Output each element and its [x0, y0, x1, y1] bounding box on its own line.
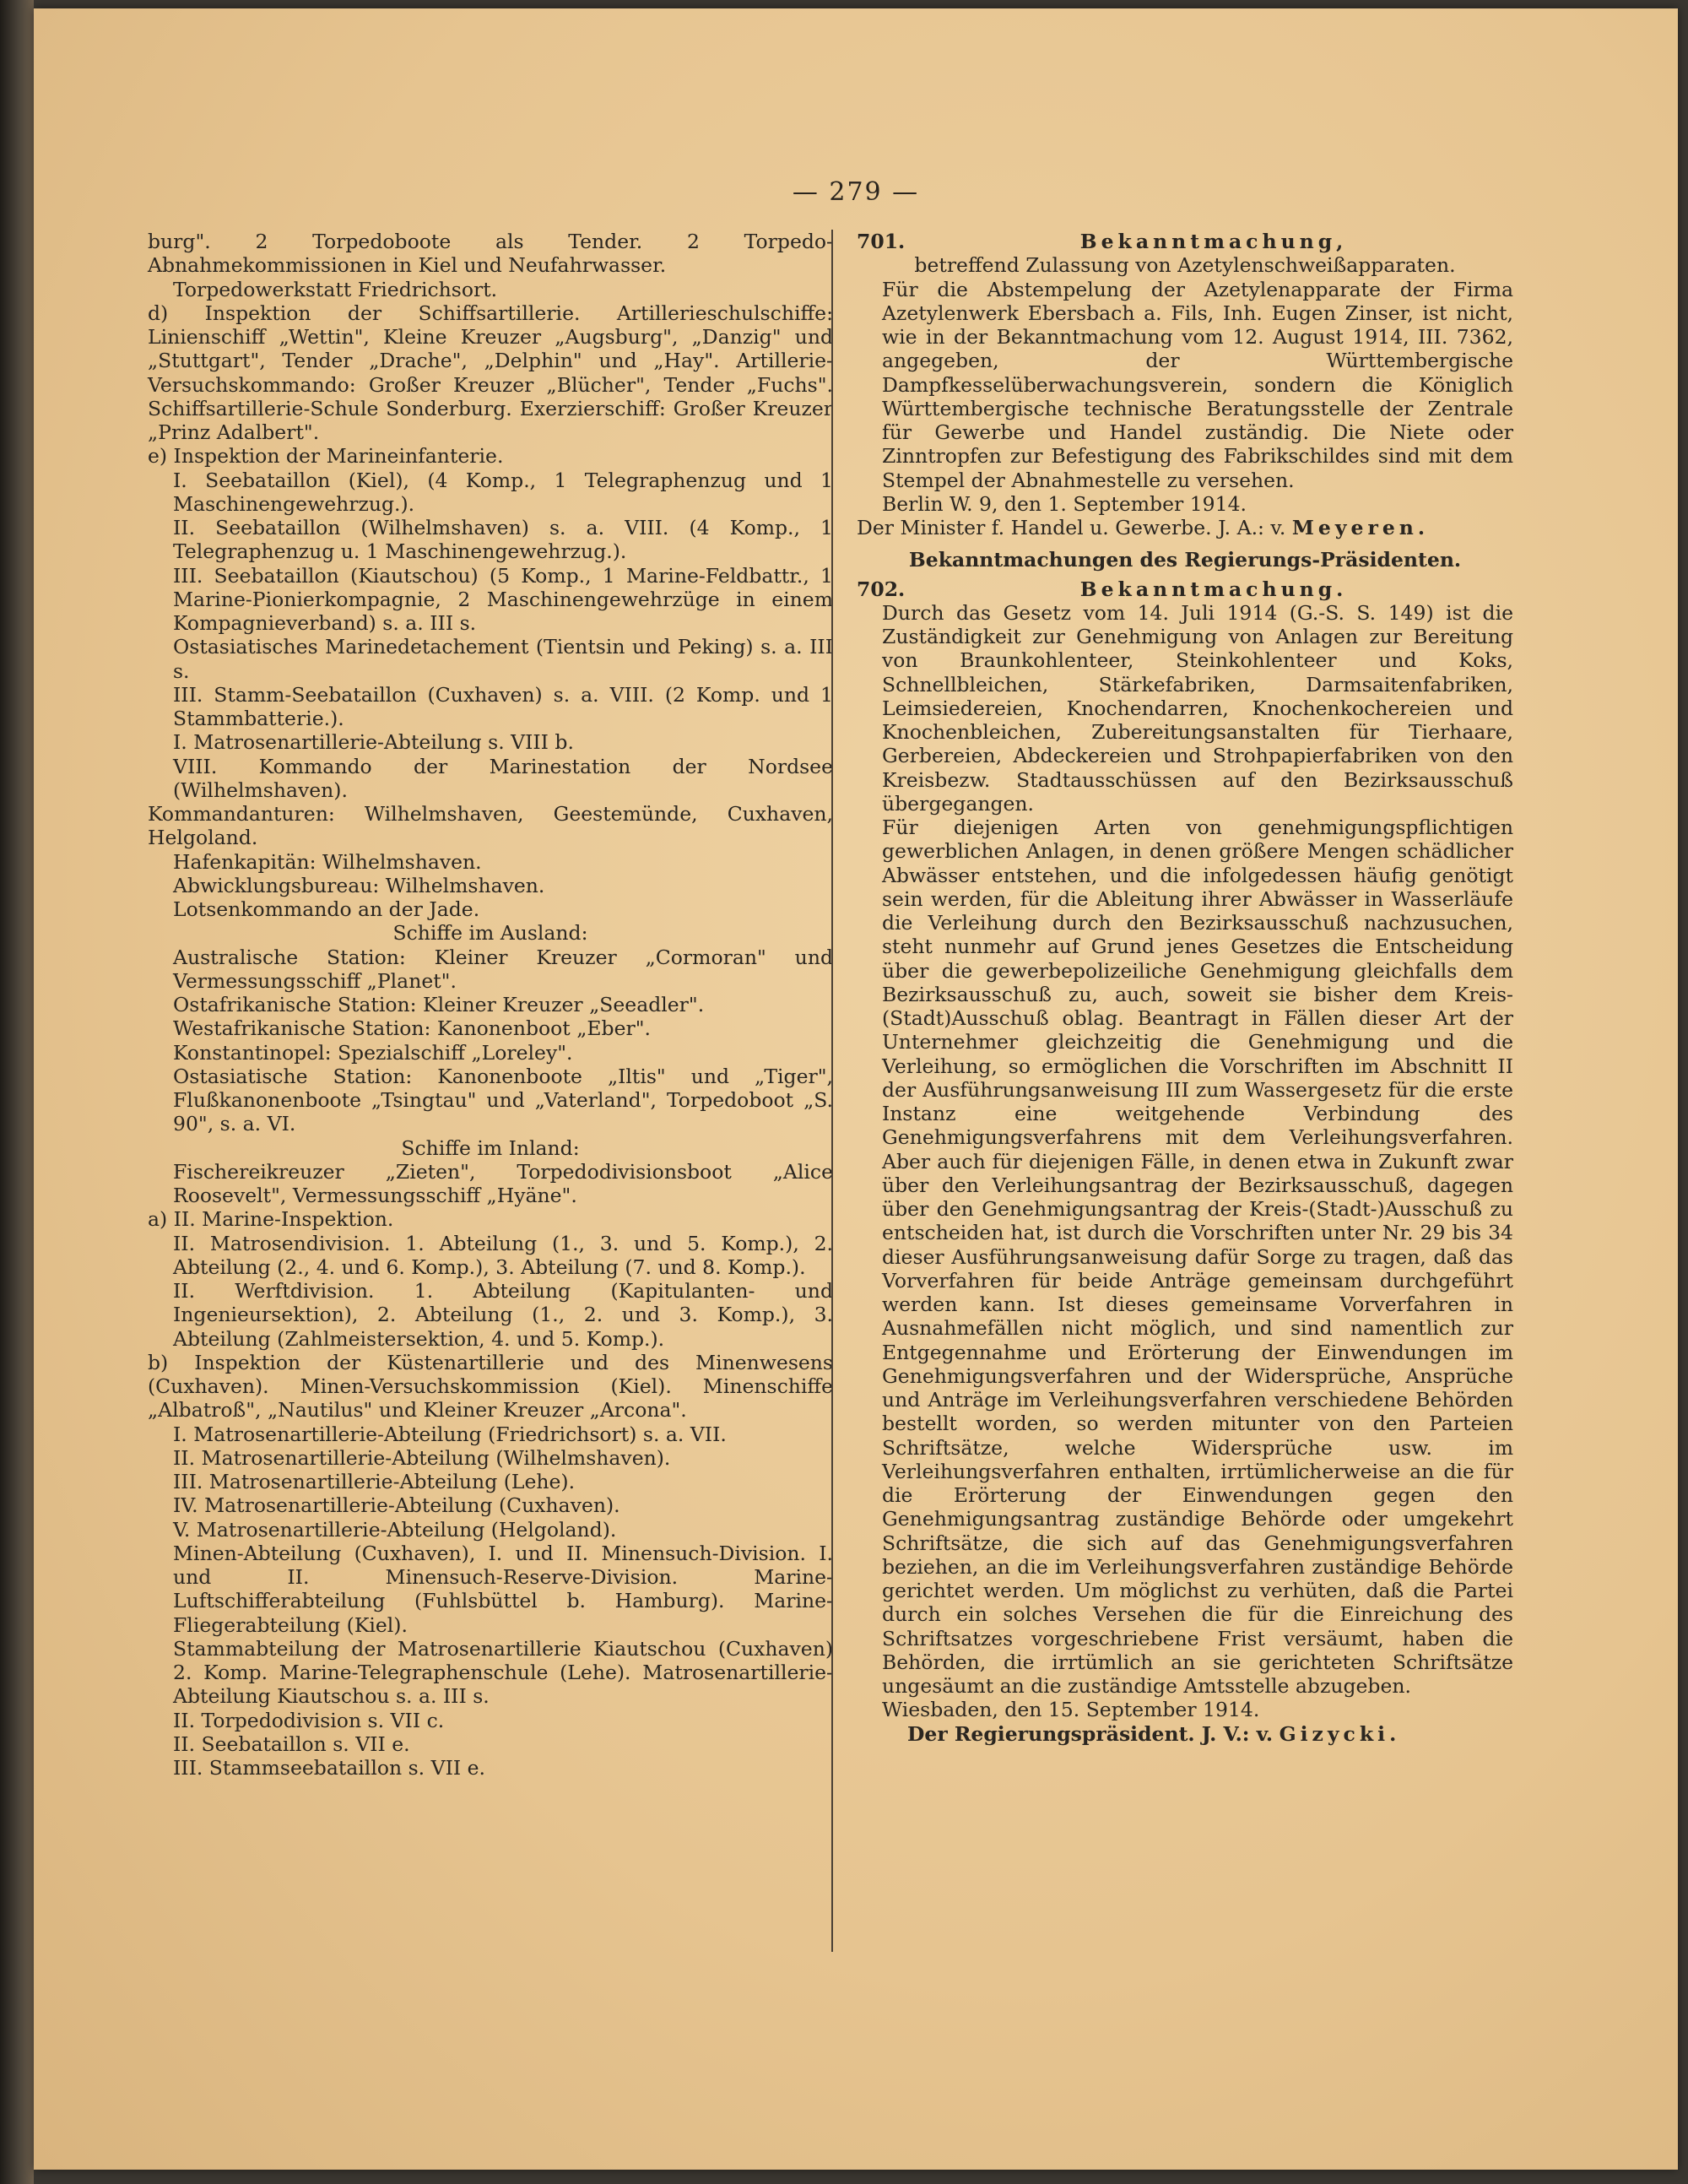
paragraph: Konstantinopel: Spezialschiff „Loreley".: [173, 1040, 573, 1065]
notice-702-heading: [857, 577, 1513, 601]
paragraph: II. Torpedodivision s. VII c.: [173, 1708, 445, 1732]
paragraph: Stammabteilung der Matrosenartillerie Kiautschou (Cuxhaven) 2. Komp. Marine-Telegraphenschule (Lehe). Matrosenartillerie-Abteilung Kiautschou s. a. III s.: [173, 1636, 833, 1709]
paragraph: III. Matrosenartillerie-Abteilung (Lehe).: [173, 1470, 576, 1493]
right-column: [831, 230, 1513, 1952]
signature: [857, 516, 1513, 539]
notice-title: Bekanntmachung.: [1079, 577, 1348, 601]
notice-number: 701.: [857, 230, 906, 253]
paragraph: II. Matrosendivision. 1. Abteilung (1., 3. und 5. Komp.), 2. Abteilung (2., 4. und 6. Komp.), 3. Abteilung (7. und 8. Komp.).: [173, 1231, 833, 1279]
paragraph: Ostasiatische Station: Kanonenboote „Iltis" und „Tiger", Flußkanonenboote „Tsingtau" und „Vaterland", Torpedoboot „S. 90", s. a. VI.: [173, 1064, 833, 1136]
notice-subtitle: betreffend Zulassung von Azetylenschweißapparaten.: [914, 253, 1456, 278]
notice-number: 702.: [857, 577, 906, 601]
dateline: Berlin W. 9, den 1. September 1914.: [882, 491, 1247, 516]
paragraph: III. Stammseebataillon s. VII e.: [173, 1756, 485, 1780]
signature-title: Der Minister f. Handel u. Gewerbe. J. A.: v.: [857, 516, 1286, 539]
signature-name: Gizycki.: [1279, 1721, 1401, 1746]
notice-701-heading: [857, 230, 1513, 253]
signature-title: Der Regierungspräsident. J. V.: v.: [907, 1721, 1274, 1746]
paragraph: II. Matrosenartillerie-Abteilung (Wilhelmshaven).: [173, 1445, 671, 1470]
paragraph: Lotsenkommando an der Jade.: [173, 897, 480, 921]
paragraph: Kommandanturen: Wilhelmshaven, Geestemünde, Cuxhaven, Helgoland.: [148, 802, 833, 850]
book-spine: [0, 0, 34, 2184]
paragraph: II. Seebataillon s. VII e.: [173, 1731, 410, 1756]
paragraph: Minen-Abteilung (Cuxhaven), I. und II. Minensuch-Division. I. und II. Minensuch-Reserve-Division. Marine-Luftschifferabteilung (Fuhlsbüttel b. Hamburg). Marine-Fliegerabteilung (Kiel).: [173, 1541, 833, 1637]
paragraph: Hafenkapitän: Wilhelmshaven.: [173, 849, 482, 874]
subheading: Schiffe im Ausland:: [392, 921, 588, 946]
paragraph: II. Seebataillon (Wilhelmshaven) s. a. VIII. (4 Komp., 1 Telegraphenzug u. 1 Maschinengewehrzug.).: [173, 516, 833, 564]
signature: [857, 1722, 1513, 1746]
paragraph: b) Inspektion der Küstenartillerie und des Minenwesens (Cuxhaven). Minen-Versuchskommission (Kiel). Minenschiffe „Albatroß", „Nautilus" und Kleiner Kreuzer „Arcona".: [148, 1350, 833, 1423]
paragraph: VIII. Kommando der Marinestation der Nordsee (Wilhelmshaven).: [173, 754, 833, 802]
document-page: [34, 8, 1678, 2170]
signature-name: Meyeren.: [1291, 516, 1430, 539]
paragraph: Torpedowerkstatt Friedrichsort.: [173, 277, 498, 301]
paragraph: III. Seebataillon (Kiautschou) (5 Komp., 1 Marine-Feldbattr., 1 Marine-Pionierkompagnie, 2 Maschinengewehrzüge in einem Kompagnieverband) s. a. III s.: [173, 563, 833, 635]
section-heading: Bekanntmachungen des Regierungs-Präsidenten.: [908, 548, 1462, 572]
paragraph: I. Seebataillon (Kiel), (4 Komp., 1 Telegraphenzug und 1 Maschinengewehrzug.).: [173, 468, 833, 516]
left-column: [148, 230, 833, 1780]
paragraph: Westafrikanische Station: Kanonenboot „Eber".: [173, 1016, 651, 1041]
paragraph: e) Inspektion der Marineinfanterie.: [148, 444, 504, 469]
paragraph: burg". 2 Torpedoboote als Tender. 2 Torpedo-Abnahmekommissionen in Kiel und Neufahrwasser.: [148, 230, 833, 278]
paragraph: Durch das Gesetz vom 14. Juli 1914 (G.-S. S. 149) ist die Zuständigkeit zur Genehmigung von Anlagen zur Bereitung von Braunkohlenteer, Steinkohlenteer und Koks, Schnellbleichen, Stärkefabriken, Darmsaitenfabriken, Leimsiedereien, Knochendarren, Knochenkochereien und Knochenbleichen, Zubereitungsanstalten für Tierhaare, Gerbereien, Abdeckereien und Strohpapierfabriken von den Kreisbezw. Stadtausschüssen auf den Bezirksausschuß übergegangen.: [882, 600, 1513, 816]
paragraph: Ostasiatisches Marinedetachement (Tientsin und Peking) s. a. III s.: [173, 635, 833, 683]
paragraph: a) II. Marine-Inspektion.: [148, 1207, 394, 1232]
paragraph: Fischereikreuzer „Zieten", Torpedodivisionsboot „Alice Roosevelt", Vermessungsschiff „Hyäne".: [173, 1159, 833, 1207]
page-number: — 279 —: [792, 177, 920, 207]
paragraph: Für die Abstempelung der Azetylenapparate der Firma Azetylenwerk Ebersbach a. Fils, Inh. Eugen Zinser, ist nicht, wie in der Bekanntmachung vom 12. August 1914, III. 7362, angegeben, der Württembergische Dampfkesselüberwachungsverein, sondern die Königlich Württembergische technische Beratungsstelle der Zentrale für Gewerbe und Handel zuständig. Die Niete oder Zinntropfen zur Befestigung des Fabrikschildes sind mit dem Stempel der Abnahmestelle zu versehen.: [882, 277, 1513, 492]
paragraph: d) Inspektion der Schiffsartillerie. Artillerieschulschiffe: Linienschiff „Wettin", Kleine Kreuzer „Augsburg", „Danzig" und „Stuttgart", Tender „Drache", „Delphin" und „Hay". Artillerie-Versuchskommando: Großer Kreuzer „Blücher", Tender „Fuchs". Schiffsartillerie-Schule Sonderburg. Exerzierschiff: Großer Kreuzer „Prinz Adalbert".: [148, 301, 833, 444]
paragraph: Für diejenigen Arten von genehmigungspflichtigen gewerblichen Anlagen, in denen größere Mengen schädlicher Abwässer entstehen, und die infolgedessen häufig genötigt sein werden, für die Ableitung ihrer Abwässer in Wasserläufe die Verleihung durch den Bezirksausschuß nachzusuchen, steht nunmehr auf Grund jenes Gesetzes die Entscheidung über die gewerbepolizeiliche Genehmigung gleichfalls dem Bezirksausschuß zu, auch, soweit sie bisher dem Kreis-(Stadt)Ausschuß oblag. Beantragt in Fällen dieser Art der Unternehmer gleichzeitig die Genehmigung und die Verleihung, so ermöglichen die Vorschriften im Abschnitt II der Ausführungsanweisung III zum Wassergesetz für die erste Instanz eine weitgehende Verbindung des Genehmigungsverfahrens mit dem Verleihungsverfahren. Aber auch für diejenigen Fälle, in denen etwa in Zukunft zwar über den Verleihungsantrag der Bezirksausschuß, dagegen über den Genehmigungsantrag der Kreis-(Stadt-)Ausschuß zu entscheiden hat, ist durch die Vorschriften unter Nr. 29 bis 34 dieser Ausführungsanweisung dafür Sorge zu tragen, daß das Vorverfahren für beide Anträge gemeinsam durchgeführt werden kann. Ist dieses gemeinsame Vorverfahren in Ausnahmefällen nicht möglich, und sind namentlich zur Entgegennahme und Erörterung der Einwendungen im Genehmigungsverfahren und der Widersprüche, Ansprüche und Anträge im Verleihungsverfahren verschiedene Behörden bestellt worden, so werden mitunter von den Parteien Schriftsätze, welche Widersprüche usw. im Verleihungsverfahren enthalten, irrtümlicherweise an die für die Erörterung der Einwendungen gegen den Genehmigungsantrag zuständige Behörde oder umgekehrt Schriftsätze, die sich auf das Genehmigungsverfahren beziehen, an die im Verleihungsverfahren zuständige Behörde gerichtet werden. Um möglichst zu verhüten, daß die Partei durch ein solches Versehen die für die Einreichung des Schriftsatzes vorgeschriebene Frist versäumt, haben die Behörden, die irrtümlich an sie gerichteten Schriftsätze ungesäumt an die zuständige Amtsstelle abzugeben.: [882, 816, 1513, 1698]
paragraph: II. Werftdivision. 1. Abteilung (Kapitulanten- und Ingenieursektion), 2. Abteilung (1., 2. und 3. Komp.), 3. Abteilung (Zahlmeistersektion, 4. und 5. Komp.).: [173, 1279, 833, 1351]
paragraph: V. Matrosenartillerie-Abteilung (Helgoland).: [173, 1517, 617, 1542]
paragraph: I. Matrosenartillerie-Abteilung (Friedrichsort) s. a. VII.: [173, 1422, 727, 1446]
paragraph: III. Stamm-Seebataillon (Cuxhaven) s. a. VIII. (2 Komp. und 1 Stammbatterie.).: [173, 682, 833, 730]
paragraph: Australische Station: Kleiner Kreuzer „Cormoran" und Vermessungsschiff „Planet".: [173, 945, 833, 993]
paragraph: I. Matrosenartillerie-Abteilung s. VIII b.: [173, 730, 574, 755]
paragraph: Ostafrikanische Station: Kleiner Kreuzer „Seeadler".: [173, 993, 705, 1016]
subheading: Schiffe im Inland:: [401, 1135, 580, 1160]
paragraph: IV. Matrosenartillerie-Abteilung (Cuxhaven).: [173, 1493, 620, 1518]
dateline: Wiesbaden, den 15. September 1914.: [882, 1698, 1260, 1722]
notice-title: Bekanntmachung,: [1079, 230, 1348, 253]
paragraph: Abwicklungsbureau: Wilhelmshaven.: [173, 873, 545, 897]
